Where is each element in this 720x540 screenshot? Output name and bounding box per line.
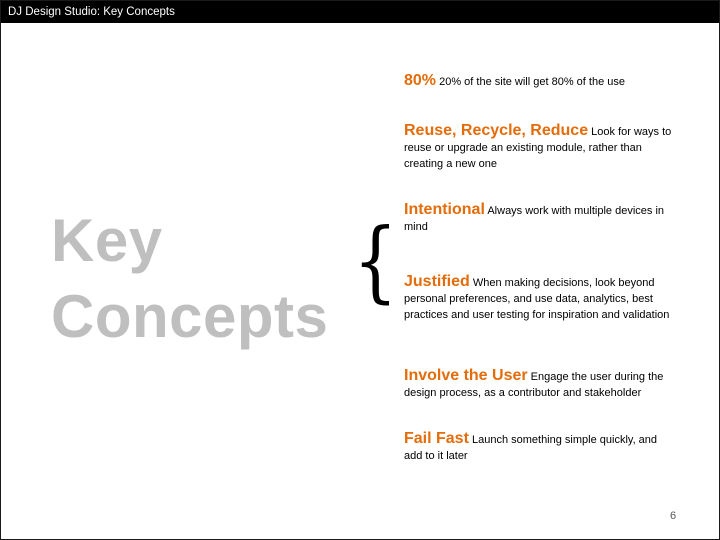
- page-number: 6: [670, 510, 677, 522]
- concept-term: Reuse, Recycle, Reduce: [404, 122, 589, 139]
- concept-description: When making decisions, look beyond personal preferences, and use data, analytics, best practices and user testing for inspiration and validation: [404, 277, 670, 321]
- concept-item-fail-fast: [404, 431, 676, 464]
- concept-item-reuse: [404, 123, 676, 172]
- slide-heading: [51, 203, 371, 355]
- concept-description: Engage the user during the design process, as a contributor and stakeholder: [404, 371, 664, 399]
- window-title: DJ Design Studio: Key Concepts: [8, 6, 175, 18]
- concept-term: 80%: [404, 72, 437, 89]
- concept-item-intentional: [404, 202, 676, 235]
- curly-brace: {: [353, 209, 398, 312]
- concept-description: Look for ways to reuse or upgrade an existing module, rather than creating a new one: [404, 126, 672, 170]
- concept-term: Fail Fast: [404, 430, 469, 447]
- concept-description: 20% of the site will get 80% of the use: [439, 76, 625, 88]
- concept-description: Launch something simple quickly, and add to it later: [404, 434, 658, 462]
- concept-item-80-percent: [404, 73, 676, 90]
- title-bar: [1, 1, 719, 23]
- concept-term: Intentional: [404, 201, 485, 218]
- concept-term: Involve the User: [404, 367, 528, 384]
- concept-term: Justified: [404, 273, 470, 290]
- concept-item-involve-user: [404, 368, 676, 401]
- heading-line-1: Key: [51, 207, 163, 274]
- heading-line-2: Concepts: [51, 283, 329, 350]
- concept-description: Always work with multiple devices in mind: [404, 205, 665, 233]
- concept-item-justified: [404, 274, 676, 323]
